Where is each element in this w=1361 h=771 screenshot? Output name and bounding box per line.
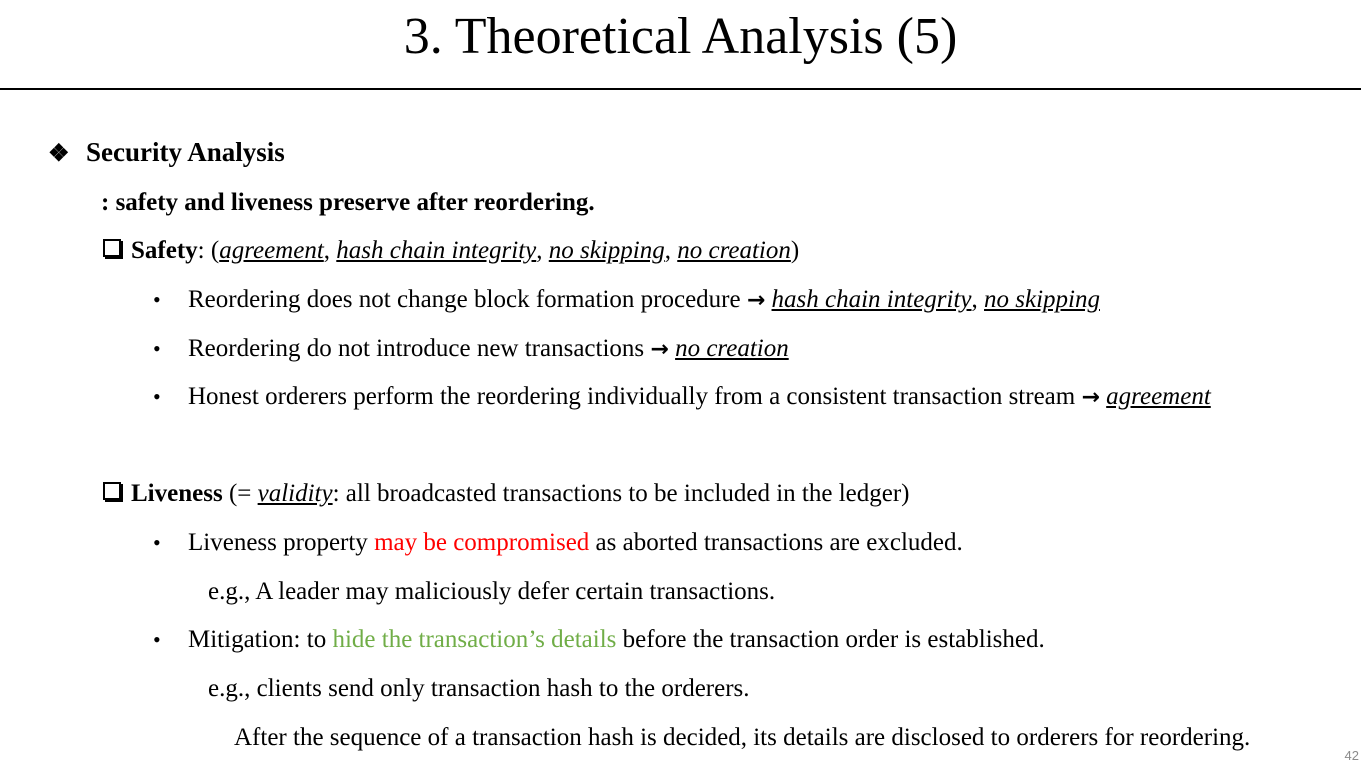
liveness-definition: : all broadcasted transactions to be included in the ledger)	[332, 480, 910, 507]
checkbox-bullet-icon	[103, 239, 121, 257]
bullet-text: as aborted transactions are excluded.	[589, 529, 963, 556]
bullet-icon: •	[153, 287, 161, 312]
safety-heading	[103, 236, 799, 266]
diamond-bullet-icon: ❖	[48, 141, 70, 167]
bullet-icon: •	[153, 336, 161, 361]
right-arrow-icon: →	[746, 288, 766, 313]
right-arrow-icon: →	[650, 337, 669, 362]
example-leader: e.g., A leader may maliciously defer certain transactions.	[208, 578, 776, 605]
link-hash-chain-integrity: hash chain integrity	[771, 286, 972, 313]
highlight-hide-details: hide the transaction’s details	[332, 626, 617, 653]
bullet-text: Mitigation: to	[188, 626, 333, 653]
prop-no-creation: no creation	[677, 237, 791, 264]
separator: ,	[971, 286, 985, 313]
checkbox-bullet-icon	[103, 482, 121, 500]
prop-hash-chain-integrity: hash chain integrity	[336, 237, 537, 264]
separator: ,	[536, 237, 549, 264]
separator: ,	[323, 237, 337, 264]
bullet-text: before the transaction order is established.	[616, 626, 1045, 653]
prop-validity: validity	[257, 480, 333, 507]
section-subtitle: : safety and liveness preserve after reordering.	[101, 189, 595, 216]
bullet-icon: •	[153, 530, 161, 555]
bullet-text: Reordering do not introduce new transactions	[188, 335, 651, 362]
link-no-creation: no creation	[675, 335, 789, 362]
section-heading-text: Security Analysis	[86, 137, 285, 167]
safety-bullet-2	[188, 334, 789, 365]
bullet-text: Reordering does not change block formation procedure	[188, 286, 747, 313]
safety-close: )	[790, 237, 800, 264]
example-disclosure: After the sequence of a transaction hash is decided, its details are disclosed to orderers for reordering.	[234, 724, 1251, 751]
right-arrow-icon: →	[1081, 385, 1100, 410]
bullet-icon: •	[153, 384, 161, 409]
liveness-bullet-1	[188, 528, 963, 558]
title-divider	[0, 88, 1361, 90]
prop-no-skipping: no skipping	[548, 237, 665, 264]
link-no-skipping: no skipping	[984, 286, 1100, 313]
safety-open: : (	[197, 237, 220, 264]
section-heading	[48, 137, 285, 169]
bullet-icon: •	[153, 627, 161, 652]
liveness-label: Liveness	[131, 480, 223, 507]
liveness-bullet-2	[188, 625, 1045, 655]
liveness-heading	[103, 479, 910, 509]
safety-label: Safety	[131, 237, 198, 264]
liveness-open: (=	[222, 480, 258, 507]
bullet-text: Liveness property	[188, 529, 375, 556]
highlight-compromised: may be compromised	[374, 529, 590, 556]
link-agreement: agreement	[1106, 383, 1211, 410]
prop-agreement: agreement	[219, 237, 324, 264]
page-number: 42	[1344, 748, 1359, 763]
example-clients: e.g., clients send only transaction hash to the orderers.	[208, 675, 750, 702]
slide-title: 3. Theoretical Analysis (5)	[403, 8, 958, 65]
separator: ,	[664, 237, 678, 264]
bullet-text: Honest orderers perform the reordering individually from a consistent transaction stream	[188, 383, 1082, 410]
safety-bullet-1	[188, 285, 1100, 316]
safety-bullet-3	[188, 382, 1211, 413]
